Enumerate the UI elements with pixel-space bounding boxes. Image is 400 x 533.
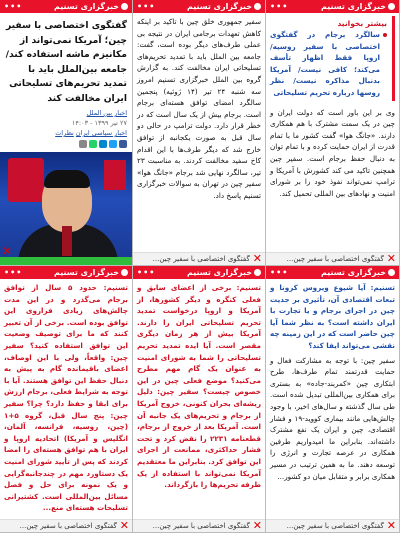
facebook-icon[interactable] bbox=[119, 140, 127, 148]
site-name: خبرگزاری تسنیم bbox=[320, 268, 386, 277]
bottom-bar-text: گفتگوی اختصاصی با سفیر چین... bbox=[286, 522, 384, 530]
site-logo[interactable] bbox=[54, 268, 128, 277]
panel-article-body-2 bbox=[266, 0, 400, 266]
green-banner bbox=[0, 257, 132, 266]
logo-icon bbox=[254, 269, 261, 276]
close-icon[interactable]: ✕ bbox=[119, 519, 129, 532]
article-meta-row bbox=[0, 128, 132, 138]
telegram-icon[interactable] bbox=[99, 140, 107, 148]
comments-link[interactable]: نظرات bbox=[55, 129, 74, 137]
close-icon[interactable]: ✕ bbox=[252, 252, 262, 265]
bottom-bar bbox=[0, 519, 132, 532]
site-logo[interactable] bbox=[187, 268, 261, 277]
app-header bbox=[0, 266, 132, 279]
close-icon[interactable]: ✕ bbox=[252, 519, 262, 532]
close-icon[interactable]: ✕ bbox=[386, 252, 396, 265]
site-name: خبرگزاری تسنیم bbox=[320, 2, 386, 11]
app-header bbox=[266, 266, 399, 279]
category-link[interactable]: اخبار بین الملل bbox=[86, 109, 127, 117]
panel-article-body-4 bbox=[133, 266, 266, 533]
menu-icon[interactable]: ••• bbox=[270, 2, 289, 11]
close-icon[interactable]: ✕ bbox=[2, 244, 13, 258]
site-name: خبرگزاری تسنیم bbox=[186, 2, 252, 11]
share-bar bbox=[0, 138, 132, 150]
panel-article-body-1 bbox=[133, 0, 266, 266]
bottom-bar bbox=[266, 252, 399, 265]
print-icon[interactable] bbox=[79, 140, 87, 148]
logo-icon bbox=[388, 3, 395, 10]
article-paragraph: تسنیم: برخی از اعضای سابق و فعلی کنگره و دیگر کشورها، از آمریکا و اروپا درخواست تمدید تحریم تسلیحاتی ایران را دارند. آمریکا بیش از هر زمان دیگری مقصر است. آیا ایده تمدید تحریم تسلیحاتی را شما به شورای امنیت به عنوان یک گام مهم مطرح می‌کنید؟ موضع فعلی چین در این خصوص چیست؟ سفیر چین: دلیل ریشه‌ای بحران کنونی، خروج آمریکا از برجام و تحریم‌های یک جانبه آن است. آمریکا بعد از خروج از برجام، قطعنامه ۲۲۳۱ را نقض کرد و تحت فشار حداکثری، ممانعت از اجرای این توافق کرد. بنابراین ما معتقدیم آمریکا نمی‌تواند با استفاده از یک طرفه تحریم‌ها را بازگرداند. bbox=[137, 283, 261, 490]
menu-icon[interactable]: ••• bbox=[4, 2, 23, 11]
flag-shape-2 bbox=[104, 160, 126, 190]
bullet-icon bbox=[383, 33, 387, 37]
bottom-bar bbox=[133, 252, 265, 265]
related-link-text[interactable]: سالگرد برجام در گفتگوی اختصاصی با سفیر روسیه/ اروپا فقط اظهار تأسف می‌کند؛ کافی نیست/ آمریکا بدنبال مذاکره نیست/ نظر روسها درباره تحریم تسلیحاتی bbox=[270, 30, 380, 97]
article-paragraph: وی بر این باور است که دولت ایران و چین در یک سمت مشترک با هم همکاری دارند. «جانگ هوا» گفت کشور ما با تمام قدرت از ایران حمایت کرده و با تمام توان به دنبال حفظ برجام است. سفیر چین همچنین تاکید می کند کشورش با آمریکا و ترامپ نمی‌تواند نفوذ خود را بر شورای امنیت و نهادهای بین المللی تحمیل کند. bbox=[270, 107, 395, 198]
site-name: خبرگزاری تسنیم bbox=[53, 268, 119, 277]
article-meta bbox=[0, 108, 132, 118]
logo-icon bbox=[388, 269, 395, 276]
bottom-bar-text: گفتگوی اختصاصی با سفیر چین... bbox=[286, 255, 384, 263]
site-logo[interactable] bbox=[187, 2, 261, 11]
article-paragraph: سفیر جمهوری خلق چین با تاکید بر اینکه کاهش تعهدات برجامی ایران در نتیجه بی عملی طرف‌های دیگر بوده است، گفت: جامعه بین الملل باید با تمدید تحریم‌های تسلیحاتی ایران مخالفت کند. به گزارش گروه بین الملل خبرگزاری تسنیم امروز سه شنبه ۲۴ تیر (۱۴ ژوئیه) پنجمین سالگرد امضای توافق هسته‌ای برجام است. برجام بیش از یک سال است که در خطر قرار دارد. دولت ترامپ در حالی دو سال قبل به صورت یکجانبه از توافق خارج شد که دیگر طرف‌ها با این اقدام کاخ سفید مخالفت کردند. به مناسبت ۲۳ تیر، سالگرد نهایی شد برجام «جانگ هوا» سفیر چین در تهران به سوالات خبرگزاری تسنیم پاسخ داد. bbox=[137, 17, 261, 200]
read-more-heading: بیشتر بخوانید bbox=[337, 19, 387, 28]
panel-article-body-5 bbox=[266, 266, 400, 533]
menu-icon[interactable]: ••• bbox=[4, 268, 23, 277]
article-paragraph: تسنیم: حدود ۵ سال از توافق برجام می‌گذرد و در این مدت چالش‌های زیادی فراروی این توافق بوده است. برخی از آن تعبیر کنند که ما برای توصیف وضعیت این توافق استفاده کنید؟ سفیر چین: واقعاً، ولی با این اوصاف، اعضای باقیمانده گام به پیش به دنبال حفظ این توافق هستند. آیا با توجه به شرایط فعلی، برجام ارزش برای ابقا و حفظ دارد؟ چرا؟ سفیر چین: پنج سال قبل، گروه ۵+۱ (چین، روسیه، فرانسه، آلمان، انگلیس و آمریکا) اتحادیه اروپا و ایران با هم توافق هسته‌ای را امضا کردند که پس از تأیید شورای امنیت یک دستاورد مهم در چندجانبه‌گرایی و یک نمونه برای حل و فصل مسائل بین‌المللی است. کشتیرانی تسلیحات هسته‌ای منع... bbox=[4, 283, 128, 513]
app-header bbox=[0, 0, 132, 13]
person-hair bbox=[44, 170, 90, 188]
site-name: خبرگزاری تسنیم bbox=[186, 268, 252, 277]
menu-icon[interactable]: ••• bbox=[270, 268, 289, 277]
article-title: گفتگوی اختصاصی با سفیر چین؛ آمریکا نمی‌تواند از مکانیزم ماشه استفاده کند/ جامعه بین‌الملل باید با تمدید تحریم‌های تسلیحاتی ایران مخالفت کند bbox=[5, 20, 127, 104]
article-paragraph: سفیر چین: با توجه به مشارکت فعال و حمایت قدرتمند تمام طرف‌ها، طرح ابتکاری چین «کمربند-جاده» به بستری برای همکاری بین‌المللی تبدیل شده است. طی سال گذشته و سال‌های اخیر، با وجود چالش‌هایی مانند بیماری کووید-۱۹ و فشار اقتصادی، چین و ایران یک نفع مشترک داشته‌اند. بنابراین ما امیدواریم طرفین همکاری در عرصه تجارت و انرژی را توسعه دهند. ما به همین ترتیب در مسیر همکاری برابر و متقابل میان دو کشور... bbox=[270, 355, 395, 481]
bottom-bar bbox=[266, 519, 399, 532]
flag-shape bbox=[8, 158, 44, 202]
app-header bbox=[133, 266, 265, 279]
category-link-2[interactable]: اخبار سیاسی ایران bbox=[75, 129, 127, 137]
bottom-bar-text: گفتگوی اختصاصی با سفیر چین... bbox=[19, 522, 117, 530]
read-more-box bbox=[270, 16, 395, 101]
close-icon[interactable]: ✕ bbox=[386, 519, 396, 532]
site-logo[interactable] bbox=[321, 268, 395, 277]
twitter-icon[interactable] bbox=[109, 140, 117, 148]
site-name: خبرگزاری تسنیم bbox=[53, 2, 119, 11]
related-link[interactable] bbox=[270, 29, 387, 99]
app-header bbox=[133, 0, 265, 13]
menu-icon[interactable]: ••• bbox=[137, 268, 156, 277]
person-tie bbox=[62, 226, 72, 256]
menu-icon[interactable]: ••• bbox=[137, 2, 156, 11]
bottom-bar-text: گفتگوی اختصاصی با سفیر چین... bbox=[152, 522, 250, 530]
article-photo bbox=[0, 152, 132, 257]
question-paragraph: تسنیم: آیا شیوع ویروس کرونا و تبعات اقتصادی آن، تأثیری بر جدیت چین در اجرای برجام و یا تجارت با ایران داشته است؟ به نظر شما آیا چین حاضر است که در این زمینه چه نقشی می‌تواند ایفا کند؟ bbox=[270, 283, 395, 350]
site-logo[interactable] bbox=[321, 2, 395, 11]
bottom-bar bbox=[133, 519, 265, 532]
logo-icon bbox=[121, 3, 128, 10]
site-logo[interactable] bbox=[54, 2, 128, 11]
whatsapp-icon[interactable] bbox=[89, 140, 97, 148]
logo-icon bbox=[254, 3, 261, 10]
article-date: ۲۷ تیر ۱۳۹۹ - ۱۴:۰۳ bbox=[71, 119, 127, 127]
app-header bbox=[266, 0, 399, 13]
panel-article-body-3 bbox=[0, 266, 133, 533]
logo-icon bbox=[121, 269, 128, 276]
bottom-bar-text: گفتگوی اختصاصی با سفیر چین... bbox=[152, 255, 250, 263]
panel-article-title bbox=[0, 0, 133, 266]
